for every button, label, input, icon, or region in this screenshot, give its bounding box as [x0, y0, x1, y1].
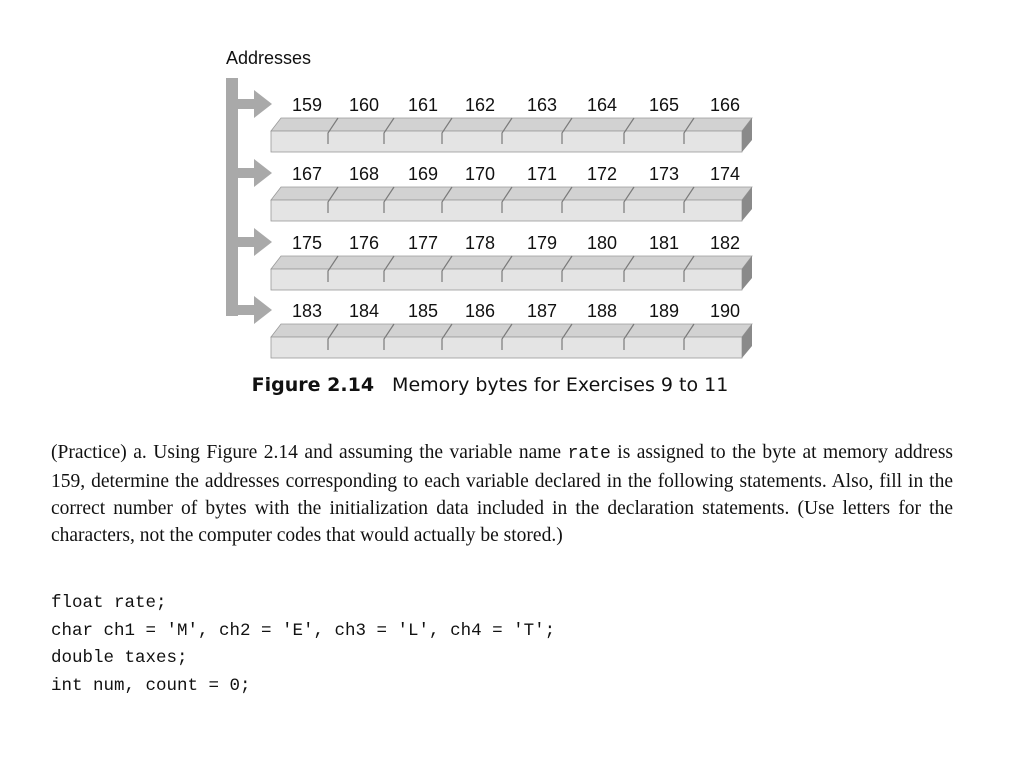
row-arrow-shaft — [226, 168, 256, 178]
memory-bar-front — [271, 200, 742, 221]
address-label: 180 — [586, 233, 618, 253]
address-label: 183 — [291, 301, 323, 321]
bracket-top-cap — [226, 78, 238, 82]
row-arrow-shaft — [226, 305, 256, 315]
address-label: 179 — [526, 233, 558, 253]
exercise-text — [51, 439, 953, 549]
address-label: 177 — [407, 233, 439, 253]
memory-diagram — [0, 0, 1024, 370]
memory-bar-top — [271, 118, 752, 131]
address-label: 189 — [648, 301, 680, 321]
address-label: 176 — [348, 233, 380, 253]
address-label: 168 — [348, 164, 380, 184]
address-label: 167 — [291, 164, 323, 184]
address-label: 165 — [648, 95, 680, 115]
figure-caption-text: Memory bytes for Exercises 9 to 11 — [392, 374, 729, 396]
address-label: 184 — [348, 301, 380, 321]
memory-bar-top — [271, 324, 752, 337]
address-label: 186 — [464, 301, 496, 321]
address-label: 173 — [648, 164, 680, 184]
code-line-2: char ch1 = 'M', ch2 = 'E', ch3 = 'L', ch4 = 'T'; — [51, 620, 556, 641]
address-label: 175 — [291, 233, 323, 253]
row-arrow-shaft — [226, 237, 256, 247]
memory-bar-front — [271, 131, 742, 152]
address-label: 159 — [291, 95, 323, 115]
address-label: 166 — [709, 95, 741, 115]
address-label: 171 — [526, 164, 558, 184]
address-label: 181 — [648, 233, 680, 253]
addresses-title: Addresses — [226, 48, 312, 68]
address-label: 182 — [709, 233, 741, 253]
exercise-intro: (Practice) a. Using Figure 2.14 and assuming the variable name — [51, 442, 568, 463]
address-label: 178 — [464, 233, 496, 253]
row-arrow-head — [254, 228, 272, 256]
variable-name: rate — [567, 444, 611, 464]
figure-caption — [0, 374, 980, 396]
row-arrow-head — [254, 90, 272, 118]
memory-bar-top — [271, 187, 752, 200]
memory-bar-front — [271, 269, 742, 290]
address-label: 169 — [407, 164, 439, 184]
memory-bar-front — [271, 337, 742, 358]
address-label: 164 — [586, 95, 618, 115]
code-block — [51, 590, 555, 700]
address-label: 162 — [464, 95, 496, 115]
address-label: 170 — [464, 164, 496, 184]
bracket-trunk — [226, 80, 238, 316]
address-label: 187 — [526, 301, 558, 321]
row-arrow-head — [254, 296, 272, 324]
row-arrow-head — [254, 159, 272, 187]
code-line-4: int num, count = 0; — [51, 675, 251, 696]
address-label: 188 — [586, 301, 618, 321]
address-label: 190 — [709, 301, 741, 321]
code-line-3: double taxes; — [51, 648, 188, 668]
address-label: 172 — [586, 164, 618, 184]
row-arrow-shaft — [226, 99, 256, 109]
memory-bar-top — [271, 256, 752, 269]
exercise-rest: is assigned to the byte at memory address 159, determine the addresses corresponding to each variable declared in the following statements. Also, fill in the correct number of bytes with the initialization data included in the declaration statements. (Use letters for the characters, not the computer codes that would actually be stored.) — [51, 442, 954, 546]
address-label: 163 — [526, 95, 558, 115]
address-label: 160 — [348, 95, 380, 115]
figure-label: Figure 2.14 — [251, 374, 375, 396]
address-label: 174 — [709, 164, 741, 184]
address-label: 185 — [407, 301, 439, 321]
code-line-1: float rate; — [51, 593, 167, 613]
address-label: 161 — [407, 95, 439, 115]
